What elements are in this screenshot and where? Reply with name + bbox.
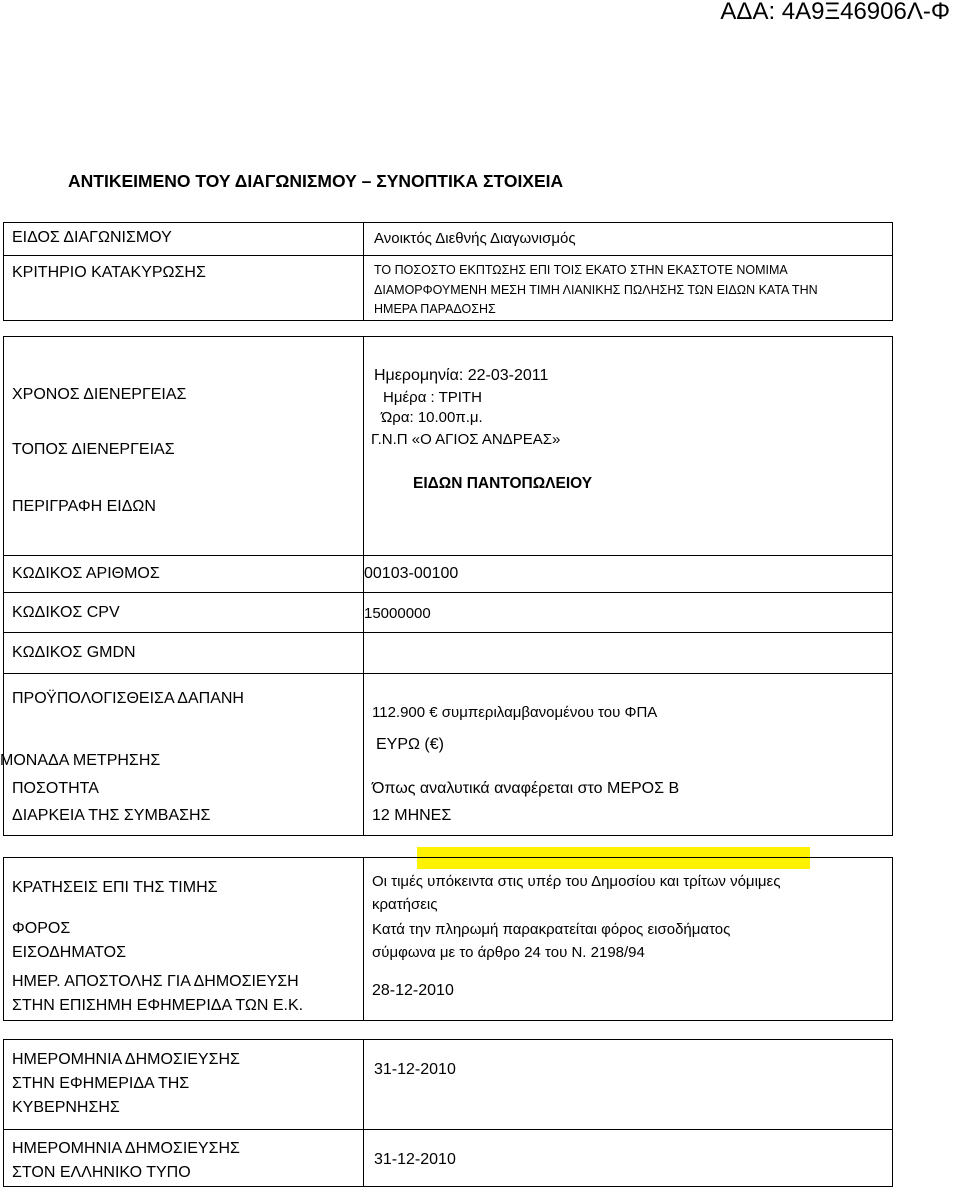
income-tax-label-line-2: ΕΙΣΟΔΗΜΑΤΟΣ <box>12 944 126 961</box>
conduct-day: Ημέρα : ΤΡΙΤΗ <box>383 389 482 406</box>
conduct-place-label: ΤΟΠΟΣ ΔΙΕΝΕΡΓΕΙΑΣ <box>12 441 175 458</box>
greek-press-label-line-1: ΗΜΕΡΟΜΗΝΙΑ ΔΗΜΟΣΙΕΥΣΗΣ <box>12 1140 240 1157</box>
code-number-value: 00103-00100 <box>364 565 459 582</box>
items-description-label: ΠΕΡΙΓΡΑΦΗ ΕΙΔΩΝ <box>12 498 156 515</box>
conduct-time-label: ΧΡΟΝΟΣ ΔΙΕΝΕΡΓΕΙΑΣ <box>12 386 187 403</box>
quantity-label: ΠΟΣΟΤΗΤΑ <box>12 780 99 797</box>
contract-duration-value: 12 ΜΗΝΕΣ <box>372 807 452 824</box>
highlight-mark <box>417 847 810 869</box>
withholdings-value-line-1: Οι τιμές υπόκειντα στις υπέρ του Δημοσίου και τρίτων νόμιμες <box>372 873 781 890</box>
gov-gazette-label-line-3: ΚΥΒΕΡΝΗΣΗΣ <box>12 1099 120 1116</box>
gmdn-code-label: ΚΩΔΙΚΟΣ GMDN <box>12 644 136 661</box>
send-date-value: 28-12-2010 <box>372 982 454 999</box>
tender-type-value: Ανοικτός Διεθνής Διαγωνισμός <box>374 230 576 247</box>
gov-gazette-label-line-2: ΣΤΗΝ ΕΦΗΜΕΡΙΔΑ ΤΗΣ <box>12 1075 190 1092</box>
contract-duration-label: ΔΙΑΡΚΕΙΑ ΤΗΣ ΣΥΜΒΑΣΗΣ <box>12 807 211 824</box>
income-tax-label-line-1: ΦΟΡΟΣ <box>12 920 71 937</box>
unit-value: ΕΥΡΩ (€) <box>376 736 444 753</box>
tender-type-label: ΕΙΔΟΣ ΔΙΑΓΩΝΙΣΜΟΥ <box>12 229 172 246</box>
income-tax-value-line-1: Κατά την πληρωμή παρακρατείται φόρος εισοδήματος <box>372 921 731 938</box>
page-title: ΑΝΤΙΚΕΙΜΕΝΟ ΤΟΥ ΔΙΑΓΩΝΙΣΜΟΥ – ΣΥΝΟΠΤΙΚΑ ΣΤΟΙΧΕΙΑ <box>68 171 564 191</box>
items-description: ΕΙΔΩΝ ΠΑΝΤΟΠΩΛΕΙΟΥ <box>413 475 593 492</box>
budget-value: 112.900 € συμπεριλαμβανομένου του ΦΠΑ <box>372 704 658 721</box>
cpv-code-label: ΚΩΔΙΚΟΣ CPV <box>12 604 120 621</box>
award-criterion-line-3: ΗΜΕΡΑ ΠΑΡΑΔΟΣΗΣ <box>374 302 496 316</box>
income-tax-value-line-2: σύμφωνα με το άρθρο 24 του Ν. 2198/94 <box>372 944 645 961</box>
gov-gazette-date: 31-12-2010 <box>374 1061 456 1078</box>
cpv-code-value: 15000000 <box>364 605 431 622</box>
withholdings-value-line-2: κρατήσεις <box>372 896 438 913</box>
withholdings-label: ΚΡΑΤΗΣΕΙΣ ΕΠΙ ΤΗΣ ΤΙΜΗΣ <box>12 879 218 896</box>
conduct-date: Ημερομηνία: 22-03-2011 <box>374 367 549 384</box>
budget-label: ΠΡΟΫΠΟΛΟΓΙΣΘΕΙΣΑ ΔΑΠΑΝΗ <box>12 690 244 707</box>
conduct-hour: Ώρα: 10.00π.μ. <box>381 409 483 426</box>
award-criterion-line-2: ΔΙΑΜΟΡΦΟΥΜΕΝΗ ΜΕΣΗ ΤΙΜΗ ΛΙΑΝΙΚΗΣ ΠΩΛΗΣΗΣ ΤΩΝ ΕΙΔΩΝ ΚΑΤΑ ΤΗΝ <box>374 283 818 297</box>
ada-code: ΑΔΑ: 4Α9Ξ46906Λ-Φ <box>720 0 950 25</box>
unit-label: ΜΟΝΑΔΑ ΜΕΤΡΗΣΗΣ <box>0 752 161 769</box>
conduct-place: Γ.Ν.Π «Ο ΑΓΙΟΣ ΑΝΔΡΕΑΣ» <box>371 431 561 448</box>
award-criterion-label: ΚΡΙΤΗΡΙΟ ΚΑΤΑΚΥΡΩΣΗΣ <box>12 264 206 281</box>
greek-press-date: 31-12-2010 <box>374 1151 456 1168</box>
quantity-value: Όπως αναλυτικά αναφέρεται στο ΜΕΡΟΣ Β <box>372 780 680 797</box>
send-date-label-line-1: ΗΜΕΡ. ΑΠΟΣΤΟΛΗΣ ΓΙΑ ΔΗΜΟΣΙΕΥΣΗ <box>12 973 299 990</box>
award-criterion-line-1: ΤΟ ΠΟΣΟΣΤΟ ΕΚΠΤΩΣΗΣ ΕΠΙ ΤΟΙΣ ΕΚΑΤΟ ΣΤΗΝ ΕΚΑΣΤΟΤΕ ΝΟΜΙΜΑ <box>374 263 788 277</box>
gov-gazette-label-line-1: ΗΜΕΡΟΜΗΝΙΑ ΔΗΜΟΣΙΕΥΣΗΣ <box>12 1051 240 1068</box>
code-number-label: ΚΩΔΙΚΟΣ ΑΡΙΘΜΟΣ <box>12 565 160 582</box>
send-date-label-line-2: ΣΤΗΝ ΕΠΙΣΗΜΗ ΕΦΗΜΕΡΙΔΑ ΤΩΝ Ε.Κ. <box>12 997 304 1014</box>
greek-press-label-line-2: ΣΤΟΝ ΕΛΛΗΝΙΚΟ ΤΥΠΟ <box>12 1164 191 1181</box>
